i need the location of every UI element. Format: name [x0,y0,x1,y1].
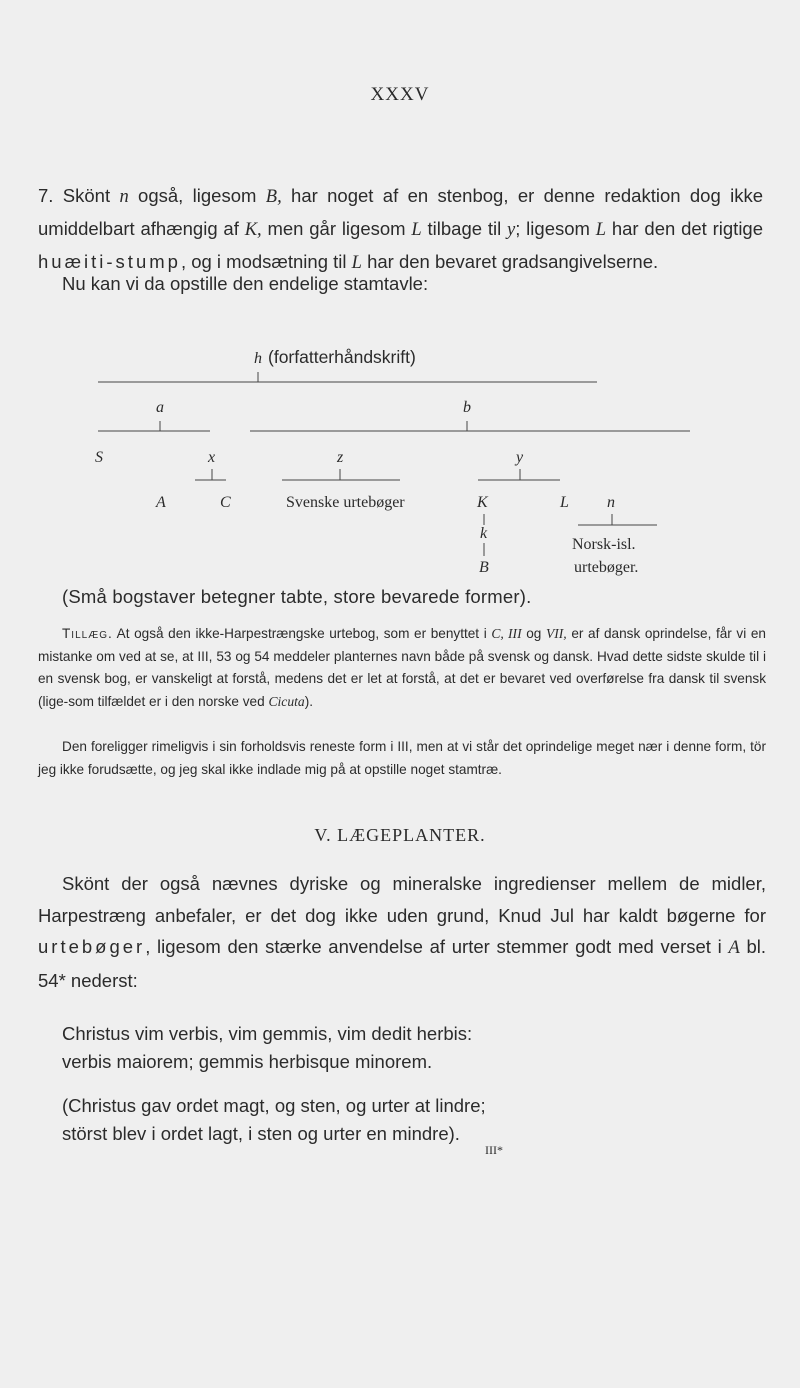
tillaeg-paragraph: Tillæg. At også den ikke-Harpestrængske urtebog, som er benyttet i C, III og VII, er af dansk oprindelse, får vi en mistanke om ved at se, at III, 53 og 54 meddeler planternes navn både på svensk og dansk. Hvad dette sidste skulde til i en svensk bog, er vanskeligt at forstå, medens det er let at forstå, at det er bevaret ved overførelse fra dansk til svensk (lige-som tilfældet er i den norske ved Cicuta). [38,626,766,709]
node-z: z [337,449,344,466]
node-L: L [560,494,569,511]
section-heading: V. LÆGEPLANTER. [314,825,486,845]
spaced-term-urteboger: urtebøger [38,936,146,957]
page-number: XXXV [370,84,430,105]
verse-line: (Christus gav ordet magt, og sten, og urter at lindre; [62,1095,486,1116]
verse-line: störst blev i ordet lagt, i sten og urter en mindre). [62,1123,460,1144]
spaced-term: huæiti-stump [38,251,181,272]
node-svenske: Svenske urtebøger [286,494,405,511]
danish-verse [62,1092,486,1148]
node-h: h [254,350,262,367]
node-S: S [95,449,103,466]
verse-line: verbis maiorem; gemmis herbisque minorem. [62,1051,433,1072]
node-a: a [156,399,164,416]
node-y: y [516,449,524,466]
paragraph-7: 7. Skönt n også, ligesom B, har noget af en stenbog, er denne redaktion dog ikke umiddelbart afhængig af K, men går ligesom L tilbage til y; ligesom L har den det rigtige huæiti-stump, og i modsætning til L har den bevaret gradsangivelserne. [38,185,764,273]
verse-line: Christus vim verbis, vim gemmis, vim dedit herbis: [62,1023,473,1044]
node-norsk-2: urtebøger. [574,559,639,576]
stemma-caption: (Små bogstaver betegner tabte, store bevarede former). [62,586,532,607]
stemma-diagram [0,0,800,590]
node-b: b [463,399,471,416]
latin-verse [62,1020,472,1076]
node-C: C [220,494,231,511]
node-n: n [607,494,615,511]
node-norsk-1: Norsk-isl. [572,536,636,553]
node-k: k [480,525,488,542]
signature-mark: III* [485,1143,503,1157]
node-A: A [156,494,166,511]
italic-n: n [119,187,129,207]
node-K: K [477,494,488,511]
paragraph-V: Skönt der også nævnes dyriske og mineralske ingredienser mellem de midler, Harpestræng anbefaler, er det dog ikke uden grund, Knud Jul har kaldt bøgerne for urtebøger, ligesom den stærke anvendelse af urter stemmer godt med verset i A bl. 54* nederst: [38,873,766,991]
author-note: (forfatterhåndskrift) [268,347,416,367]
intro-line: Nu kan vi da opstille den endelige stamtavle: [62,273,429,294]
node-x: x [208,449,216,466]
node-B: B [479,559,489,576]
tillaeg-paragraph-2: Den foreligger rimeligvis i sin forholdsvis reneste form i III, men at vi står det oprindelige meget nær i denne form, tör jeg ikke forudsætte, og jeg skal ikke indlade mig på at opstille noget stamtræ. [38,739,766,777]
tillaeg-label: Tillæg. [62,626,113,641]
